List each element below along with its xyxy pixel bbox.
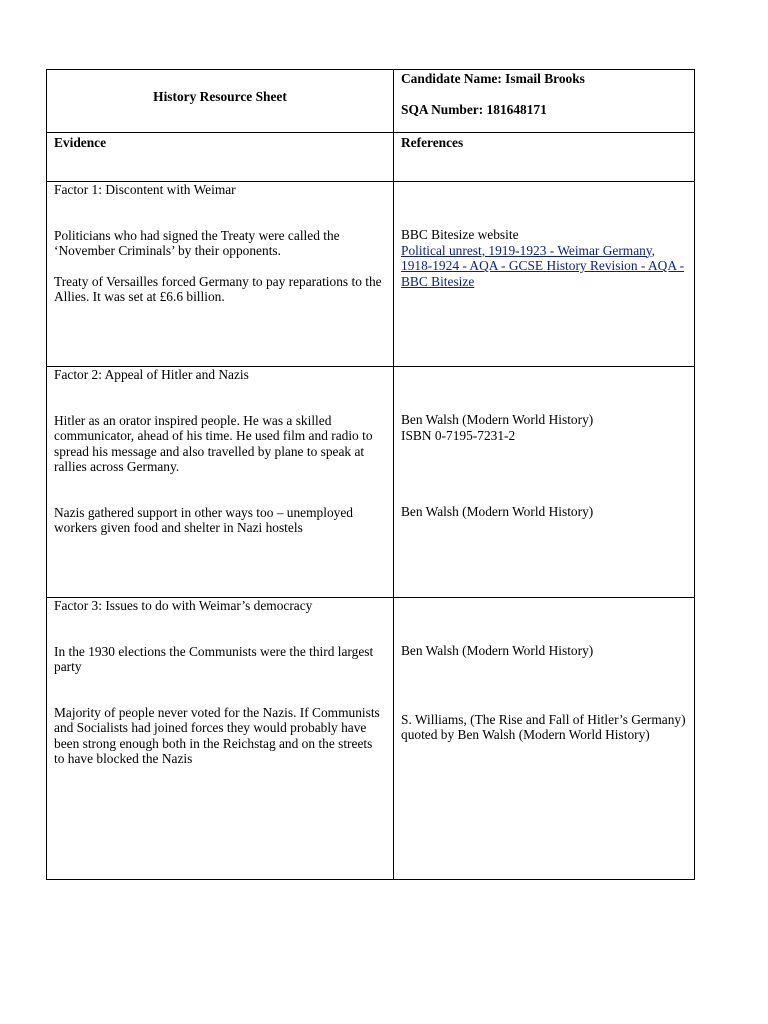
references-cell bbox=[394, 598, 695, 880]
factor-row bbox=[47, 182, 695, 367]
evidence-paragraph: Politicians who had signed the Treaty were called the ‘November Criminals’ by their opponents. bbox=[54, 227, 340, 258]
reference-isbn: ISBN 0-7195-7231-2 bbox=[401, 427, 516, 443]
resource-sheet-table bbox=[46, 69, 695, 880]
factor-row bbox=[47, 367, 695, 598]
reference-entry: Ben Walsh (Modern World History) bbox=[401, 504, 594, 519]
evidence-paragraph: Nazis gathered support in other ways too – unemployed workers given food and shelter in Nazi hostels bbox=[54, 504, 353, 535]
candidate-cell bbox=[394, 70, 695, 133]
reference-entry: Ben Walsh (Modern World History) bbox=[401, 643, 594, 658]
evidence-cell bbox=[47, 182, 394, 367]
evidence-paragraph: Majority of people never voted for the Nazis. If Communists and Socialists had joined forces they would probably have been strong enough both in the Reichstag and on the streets to have blocked the Nazis bbox=[54, 704, 380, 766]
references-header: References bbox=[394, 133, 695, 182]
factor-title: Factor 1: Discontent with Weimar bbox=[54, 182, 236, 197]
evidence-cell bbox=[47, 367, 394, 598]
factor-title: Factor 2: Appeal of Hitler and Nazis bbox=[54, 367, 249, 382]
evidence-header: Evidence bbox=[47, 133, 394, 182]
references-cell bbox=[394, 367, 695, 598]
column-header-row bbox=[47, 133, 695, 182]
evidence-paragraph: Treaty of Versailles forced Germany to pay reparations to the Allies. It was set at £6.6 billion. bbox=[54, 273, 382, 304]
factor-title: Factor 3: Issues to do with Weimar’s democracy bbox=[54, 598, 313, 613]
factor-row bbox=[47, 598, 695, 880]
title-cell bbox=[47, 70, 394, 133]
evidence-paragraph: Hitler as an orator inspired people. He was a skilled communicator, ahead of his time. He used film and radio to spread his message and also travelled by plane to speak at rallies across Germany. bbox=[54, 412, 373, 474]
candidate-name: Candidate Name: Ismail Brooks bbox=[401, 71, 585, 86]
sqa-number: SQA Number: 181648171 bbox=[401, 101, 547, 117]
evidence-paragraph: In the 1930 elections the Communists were the third largest party bbox=[54, 643, 374, 674]
sheet-title: History Resource Sheet bbox=[153, 89, 287, 105]
reference-entry: S. Williams, (The Rise and Fall of Hitler’s Germany) quoted by Ben Walsh (Modern World History) bbox=[401, 711, 686, 742]
reference-source: BBC Bitesize website bbox=[401, 227, 519, 242]
references-cell bbox=[394, 182, 695, 367]
evidence-cell bbox=[47, 598, 394, 880]
reference-entry: Ben Walsh (Modern World History) bbox=[401, 412, 594, 427]
header-row bbox=[47, 70, 695, 133]
bbc-bitesize-link[interactable]: Political unrest, 1919-1923 - Weimar Germany, 1918-1924 - AQA - GCSE History Revision - AQA - BBC Bitesize bbox=[401, 242, 685, 289]
